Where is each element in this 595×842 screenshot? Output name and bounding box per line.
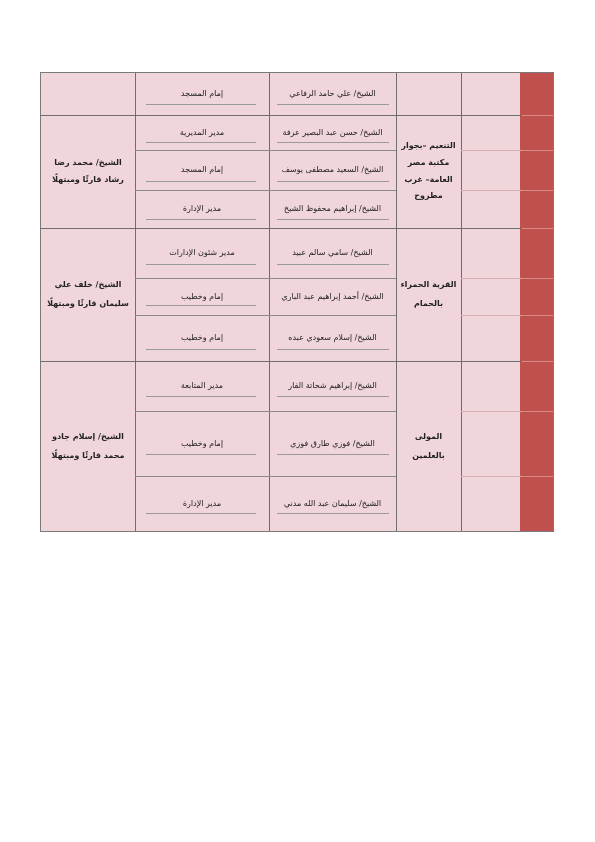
row-divider: [461, 278, 521, 279]
member-name: الشيخ/ فوزي طارق فوزي: [290, 438, 375, 448]
row-divider: [461, 315, 521, 316]
member-role: مدير الإدارة: [182, 499, 222, 509]
accent-column: [520, 73, 553, 531]
text-underline: [277, 396, 389, 397]
text-underline: [146, 513, 256, 514]
member-name: الشيخ/ إسلام سعودي عبده: [288, 333, 377, 343]
member-role: مدير الإدارة: [182, 204, 222, 214]
supervisor-cell: الشيخ/ إسلام جادو محمد قارئًا ومبتهلًا: [51, 432, 125, 460]
text-underline: [146, 349, 256, 350]
text-underline: [277, 219, 389, 220]
text-underline: [277, 181, 389, 182]
supervisor-cell: الشيخ/ خلف علي سليمان قارئًا ومبتهلًا: [47, 280, 129, 308]
row-divider: [461, 411, 521, 412]
member-name: الشيخ/ إبراهيم شحاتة الفار: [288, 381, 377, 391]
member-role: إمام وخطيب: [180, 291, 224, 301]
member-name: الشيخ/ سامي سالم عبيد: [292, 248, 373, 258]
location-cell: التنعيم –بجوار مكتبة مصر العامة– غرب مطروح: [401, 140, 456, 201]
text-underline: [146, 396, 256, 397]
text-underline: [146, 219, 256, 220]
member-role: مدير شئون الإدارات: [169, 248, 235, 258]
member-name: الشيخ/ علي حامد الرفاعي: [289, 89, 376, 99]
row-divider: [461, 150, 521, 151]
text-underline: [277, 104, 389, 105]
text-underline: [146, 264, 256, 265]
member-role: إمام المسجد: [180, 165, 224, 175]
member-name: الشيخ/ السعيد مصطفى يوسف: [281, 165, 384, 175]
text-underline: [146, 454, 256, 455]
member-role: إمام وخطيب: [180, 333, 224, 343]
supervisor-cell: الشيخ/ محمد رضا رشاد قارئًا ومبتهلًا: [52, 157, 124, 184]
text-underline: [277, 142, 389, 143]
text-underline: [277, 264, 389, 265]
assignment-table: [40, 72, 554, 532]
member-role: مدير المتابعة: [180, 381, 224, 391]
text-underline: [277, 349, 389, 350]
text-underline: [146, 305, 256, 306]
column-divider: [461, 73, 462, 531]
member-role: إمام المسجد: [180, 89, 224, 99]
member-role: مدير المديرية: [179, 127, 225, 137]
location-cell: القرية الحمراء بالحمام: [400, 280, 457, 308]
text-underline: [146, 181, 256, 182]
member-name: الشيخ/ حسن عبد البصير عرفة: [282, 127, 383, 137]
text-underline: [277, 454, 389, 455]
row-divider: [461, 190, 521, 191]
member-name: الشيخ/ أحمد إبراهيم عبد الباري: [281, 291, 384, 301]
location-cell: المولى بالعلمين: [412, 432, 445, 460]
member-role: إمام وخطيب: [180, 438, 224, 448]
member-name: الشيخ/ سليمان عبد الله مدني: [283, 499, 382, 509]
text-underline: [146, 142, 256, 143]
member-name: الشيخ/ إبراهيم محفوظ الشيخ: [283, 204, 382, 214]
text-underline: [146, 104, 256, 105]
text-underline: [277, 513, 389, 514]
row-divider: [461, 476, 521, 477]
